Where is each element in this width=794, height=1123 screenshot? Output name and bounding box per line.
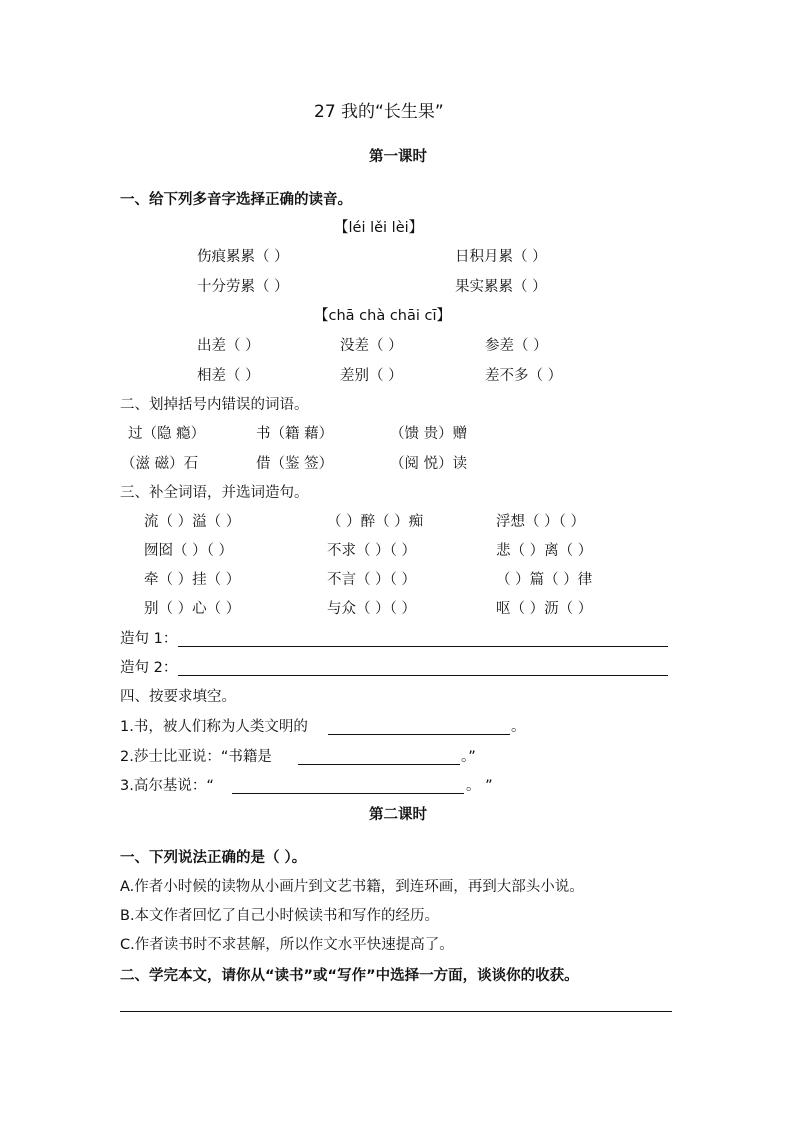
q4-item2-blank[interactable]: [298, 764, 460, 765]
q3-word: （ ）篇（ ）律: [496, 572, 593, 588]
lesson2-q2-answer-line[interactable]: [120, 1011, 672, 1012]
q2-item: （滋 磁）石: [121, 456, 199, 472]
q3-word: 呕（ ）沥（ ）: [496, 601, 593, 617]
q3-word: 流（ ）溢（ ）: [144, 514, 241, 530]
q3-heading: 三、补全词语，并选词造句。: [120, 485, 309, 501]
q1-item: 相差（ ）: [197, 368, 260, 384]
sentence-2-blank[interactable]: [178, 675, 668, 676]
q3-word: 浮想（ ）（ ）: [496, 514, 585, 530]
page-title: 27 我的“长生果”: [314, 102, 444, 122]
q1-item: 参差（ ）: [485, 338, 548, 354]
lesson2-q2-heading: 二、学完本文，请你从“读书”或“写作”中选择一方面，谈谈你的收获。: [120, 968, 579, 984]
lesson2-q1-heading: 一、下列说法正确的是（ ）。: [120, 850, 307, 866]
pinyin-options-cha: 【chā chà chāi cī】: [314, 308, 451, 324]
option-a[interactable]: A.作者小时候的读物从小画片到文艺书籍，到连环画，再到大部头小说。: [120, 879, 584, 895]
q4-item3-suffix: 。 ”: [466, 778, 493, 794]
q3-word: 与众（ ）（ ）: [327, 601, 416, 617]
sentence-1-blank[interactable]: [178, 646, 668, 647]
q3-word: 不言（ ）（ ）: [327, 572, 416, 588]
q2-item: 过（隐 瘾）: [128, 426, 206, 442]
sentence-2-label: 造句 2：: [120, 660, 178, 676]
q1-item: 伤痕累累（ ）: [197, 249, 289, 265]
q4-item3-prefix: 3.高尔基说：“: [120, 778, 214, 794]
q3-word: 囫囵（ ）（ ）: [144, 543, 233, 559]
lesson1-heading: 第一课时: [369, 149, 427, 165]
q4-item1-suffix: 。: [511, 719, 526, 735]
q2-item: （馈 贵）赠: [390, 426, 468, 442]
q4-item2-prefix: 2.莎士比亚说：“书籍是: [120, 749, 272, 765]
lesson2-heading: 第二课时: [369, 807, 427, 823]
q1-item: 果实累累（ ）: [455, 279, 547, 295]
q2-item: 书（籍 藉）: [256, 426, 334, 442]
q1-heading: 一、给下列多音字选择正确的读音。: [120, 192, 352, 208]
q4-item1-prefix: 1.书，被人们称为人类文明的: [120, 719, 308, 735]
sentence-1-label: 造句 1：: [120, 631, 178, 647]
q1-item: 差别（ ）: [340, 368, 403, 384]
q4-item1-blank[interactable]: [328, 734, 510, 735]
q2-item: （阅 悦）读: [390, 456, 468, 472]
q2-item: 借（鉴 签）: [256, 456, 334, 472]
pinyin-options-lei: 【léi lěi lèi】: [334, 220, 424, 236]
q4-item2-suffix: 。”: [461, 749, 476, 765]
q3-word: 别（ ）心（ ）: [144, 601, 241, 617]
q1-item: 出差（ ）: [197, 338, 260, 354]
q1-item: 十分劳累（ ）: [197, 279, 289, 295]
q1-item: 没差（ ）: [340, 338, 403, 354]
q4-item3-blank[interactable]: [232, 793, 464, 794]
q3-word: 牵（ ）挂（ ）: [144, 572, 241, 588]
q1-item: 差不多（ ）: [485, 368, 563, 384]
q3-word: 悲（ ）离（ ）: [496, 543, 593, 559]
option-b[interactable]: B.本文作者回忆了自己小时候读书和写作的经历。: [120, 908, 440, 924]
q4-heading: 四、按要求填空。: [120, 689, 236, 705]
q2-heading: 二、划掉括号内错误的词语。: [120, 397, 309, 413]
q3-word: 不求（ ）（ ）: [327, 543, 416, 559]
q1-item: 日积月累（ ）: [455, 249, 547, 265]
option-c[interactable]: C.作者读书时不求甚解，所以作文水平快速提高了。: [120, 937, 454, 953]
q3-word: （ ）醉（ ）痴: [327, 514, 424, 530]
